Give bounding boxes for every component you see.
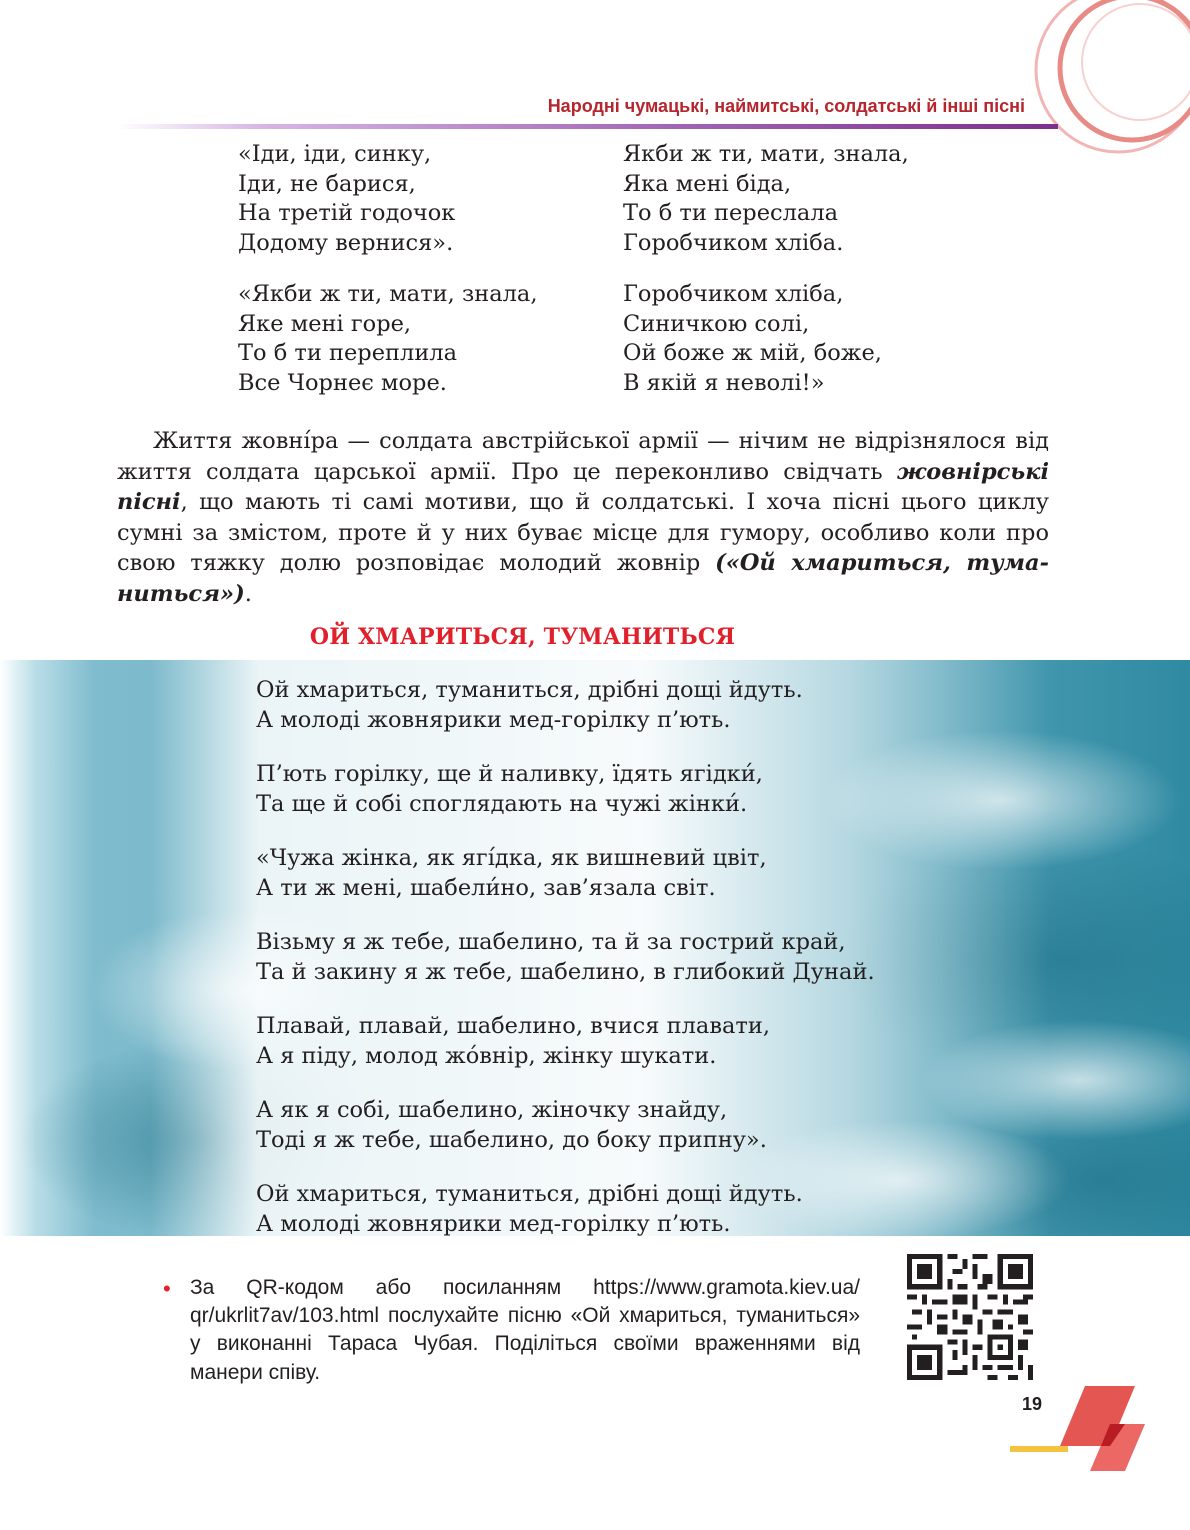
- page-number: 19: [1022, 1394, 1043, 1414]
- song-couplet: А як я собі, шабелино, жіночку знайду, Тоді я ж тебе, шабелино, до боку припну».: [256, 1096, 767, 1153]
- qr-instruction: За QR-кодом або посиланням https://www.gramota.kiev.ua/ qr/ukrlit7av/103.html послухайте пісню «Ой хмариться, туманиться» у виконанні Тараса Чубая. Поділіться своїми враженнями від манери співу.: [190, 1276, 860, 1384]
- qr-code-icon[interactable]: [907, 1254, 1033, 1380]
- song-title: ОЙ ХМАРИТЬСЯ, ТУМАНИТЬСЯ: [309, 624, 736, 650]
- poem-stanza-4: Горобчиком хліба, Синичкою солі, Ой боже ж мій, боже, В якій я неволі!»: [623, 281, 882, 396]
- song-couplet: Ой хмариться, туманиться, дрібні дощі йдуть. А молоді жовнярики мед-горілку п’ють.: [256, 677, 803, 733]
- song-reference: («Ой хмариться, туманиться»): [117, 550, 1049, 607]
- poem-stanza-2: «Якби ж ти, мати, знала, Яке мені горе, То б ти переплила Все Чорнеє море.: [238, 281, 538, 396]
- song-couplet: Плавай, плавай, шабелино, вчися плавати, А я піду, молод жо́внір, жінку шукати.: [256, 1012, 770, 1069]
- poem-stanza-3: Якби ж ти, мати, знала, Яка мені біда, То б ти переслала Горобчиком хліба.: [623, 141, 909, 256]
- running-head: Народні чумацькі, наймитські, солдатські й інші пісні: [547, 96, 1025, 116]
- term-soldier-songs: жовнірські пісні: [117, 458, 1049, 515]
- intro-paragraph: Життя жовні́ра — солдата австрійської армії — нічим не відрізнялося від життя солдата царської армії. Про це переконливо свідчать жовнірські пісні, що мають ті самі мотиви, що й солдатські. І хоча пісні цього циклу сумні за змістом, проте й у них буває місце для гумору, особливо коли про свою тяжку долю розповідає молодий жовнір («Ой хмариться, туманиться»).: [117, 428, 1049, 607]
- poem-stanza-1: «Іди, іди, синку, Іди, не барися, На третій годочок Додому вернися».: [238, 141, 456, 256]
- song-couplet: П’ють горілку, ще й наливку, їдять ягідки́, Та ще й собі споглядають на чужі жінки́.: [256, 760, 763, 817]
- bullet-icon: •: [163, 1276, 171, 1301]
- song-lyrics: [256, 676, 875, 1264]
- header-rings-decoration: [990, 0, 1190, 170]
- song-couplet: Візьму я ж тебе, шабелино, та й за гострий край, Та й закину я ж тебе, шабелино, в глибокий Дунай.: [256, 928, 875, 985]
- header-rule: [118, 124, 1058, 129]
- song-couplet: Ой хмариться, туманиться, дрібні дощі йдуть. А молоді жовнярики мед-горілку п’ють.: [256, 1180, 803, 1237]
- song-couplet: «Чужа жінка, як ягі́дка, як вишневий цвіт, А ти ж мені, шабели́но, зав’язала світ.: [256, 844, 767, 901]
